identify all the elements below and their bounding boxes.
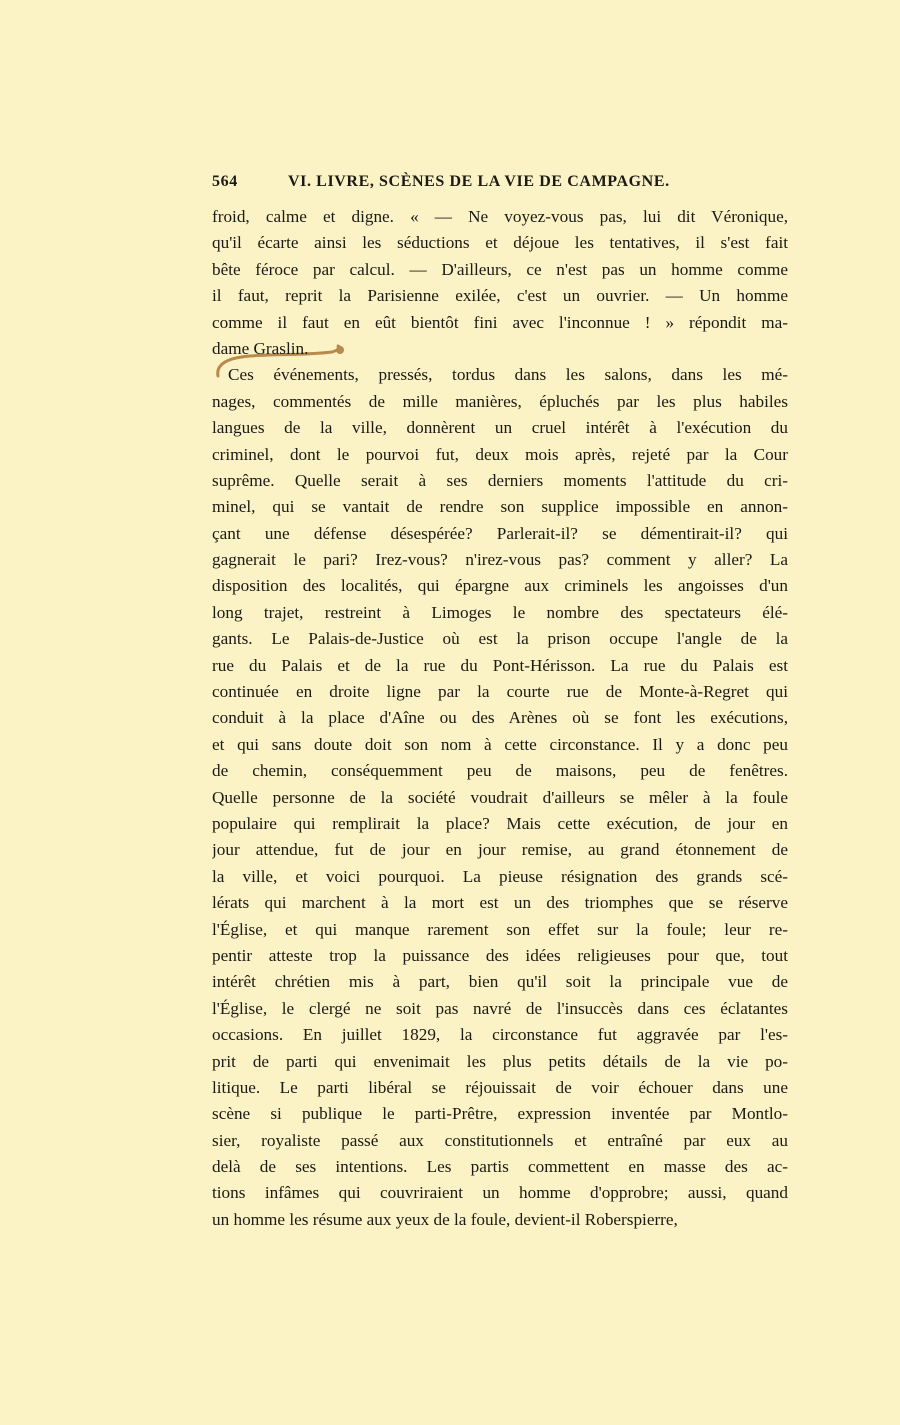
- text-line: l'Église, et qui manque rarement son effet sur la foule; leur re-: [212, 919, 788, 939]
- text-line: prit de parti qui envenimait les plus petits détails de la vie po-: [212, 1051, 788, 1071]
- text-line: un homme les résume aux yeux de la foule, devient-il Roberspierre,: [212, 1209, 678, 1229]
- text-line: et qui sans doute doit son nom à cette circonstance. Il y a donc peu: [212, 734, 788, 754]
- text-line: comme il faut en eût bientôt fini avec l'inconnue ! » répondit ma-: [212, 312, 788, 332]
- text-line: l'Église, le clergé ne soit pas navré de l'insuccès dans ces éclatantes: [212, 998, 788, 1018]
- text-line: Quelle personne de la société voudrait d'ailleurs se mêler à la foule: [212, 787, 788, 807]
- text-line: suprême. Quelle serait à ses derniers moments l'attitude du cri-: [212, 470, 788, 490]
- text-line: langues de la ville, donnèrent un cruel intérêt à l'exécution du: [212, 418, 788, 438]
- body-text: [212, 204, 788, 1233]
- running-header: [212, 173, 722, 191]
- text-line: gagnerait le pari? Irez-vous? n'irez-vous pas? comment y aller? La: [212, 550, 788, 570]
- text-line: la ville, et voici pourquoi. La pieuse résignation des grands scé-: [212, 866, 788, 886]
- text-line: tions infâmes qui couvriraient un homme d'opprobre; aussi, quand: [212, 1183, 788, 1203]
- text-line: scène si publique le parti-Prêtre, expression inventée par Montlo-: [212, 1104, 788, 1124]
- text-line: gants. Le Palais-de-Justice où est la prison occupe l'angle de la: [212, 629, 788, 649]
- text-line: occasions. En juillet 1829, la circonstance fut aggravée par l'es-: [212, 1025, 788, 1045]
- text-line: Ces événements, pressés, tordus dans les salons, dans les mé-: [228, 365, 788, 385]
- running-title: VI. LIVRE, SCÈNES DE LA VIE DE CAMPAGNE.: [288, 173, 670, 190]
- text-line: criminel, dont le pourvoi fut, deux mois après, rejeté par la Cour: [212, 444, 788, 464]
- page-number: 564: [212, 173, 238, 190]
- text-line: dame Graslin.: [212, 338, 309, 358]
- text-line: çant une défense désespérée? Parlerait-il? se démentirait-il? qui: [212, 523, 788, 543]
- text-line: nages, commentés de mille manières, épluchés par les plus habiles: [212, 391, 788, 411]
- text-line: intérêt chrétien mis à part, bien qu'il soit la principale vue de: [212, 972, 788, 992]
- text-line: disposition des localités, qui épargne aux criminels les angoisses d'un: [212, 576, 788, 596]
- text-line: pentir atteste trop la puissance des idées religieuses pour que, tout: [212, 945, 788, 965]
- text-line: populaire qui remplirait la place? Mais cette exécution, de jour en: [212, 813, 788, 833]
- text-line: froid, calme et digne. « — Ne voyez-vous pas, lui dit Véronique,: [212, 207, 788, 226]
- text-line: bête féroce par calcul. — D'ailleurs, ce n'est pas un homme comme: [212, 259, 788, 279]
- text-line: sier, royaliste passé aux constitutionnels et entraîné par eux au: [212, 1130, 788, 1150]
- text-line: jour attendue, fut de jour en jour remise, au grand étonnement de: [212, 840, 788, 860]
- text-line: qu'il écarte ainsi les séductions et déjoue les tentatives, il s'est fait: [212, 233, 788, 253]
- text-line: de chemin, conséquemment peu de maisons, peu de fenêtres.: [212, 761, 788, 781]
- text-line: rue du Palais et de la rue du Pont-Hérisson. La rue du Palais est: [212, 655, 788, 675]
- text-line: minel, qui se vantait de rendre son supplice impossible en annon-: [212, 497, 788, 517]
- text-line: lérats qui marchent à la mort est un des triomphes que se réserve: [212, 893, 788, 913]
- text-line: long trajet, restreint à Limoges le nombre des spectateurs élé-: [212, 602, 788, 622]
- text-line: delà de ses intentions. Les partis commettent en masse des ac-: [212, 1157, 788, 1177]
- text-line: il faut, reprit la Parisienne exilée, c'est un ouvrier. — Un homme: [212, 286, 788, 306]
- text-line: continuée en droite ligne par la courte rue de Monte-à-Regret qui: [212, 682, 788, 702]
- text-line: conduit à la place d'Aîne ou des Arènes où se font les exécutions,: [212, 708, 788, 728]
- text-line: litique. Le parti libéral se réjouissait de voir échouer dans une: [212, 1077, 788, 1097]
